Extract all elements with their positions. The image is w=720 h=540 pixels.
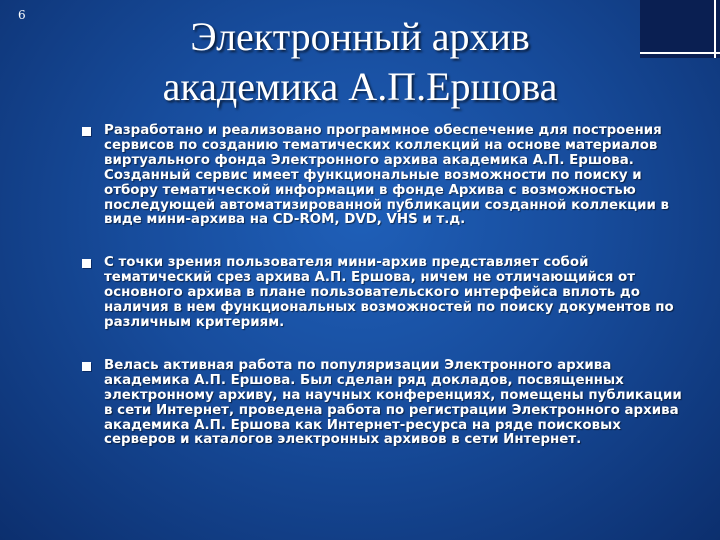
- bullet-item: [82, 124, 682, 228]
- corner-decoration: [640, 0, 720, 58]
- square-bullet-icon: [82, 127, 91, 136]
- bullet-item: [82, 256, 682, 331]
- bullet-text: Разработано и реализовано программное обеспечение для построения сервисов по созданию тематических коллекций на основе материалов виртуального фонда Электронного архива академика А.П. Ершова. Созданный сервис имеет функциональные возможности по поиску и отбору тематической информации в фонде Архива с возможностью последующей автоматизированной публикации созданной коллекции в виде мини-архива на CD-ROM, DVD, VHS и т.д.: [104, 123, 669, 228]
- slide-title-line-2: академика А.П.Ершова: [162, 64, 558, 109]
- corner-line-horizontal: [640, 52, 720, 54]
- slide-title: [100, 12, 620, 112]
- corner-line-vertical: [714, 0, 716, 58]
- bullet-list: [82, 124, 682, 448]
- slide-title-line-1: Электронный архив: [190, 14, 530, 59]
- square-bullet-icon: [82, 362, 91, 371]
- square-bullet-icon: [82, 259, 91, 268]
- bullet-text: С точки зрения пользователя мини-архив представляет собой тематический срез архива А.П. Ершова, ничем не отличающийся от основного архива в плане пользовательского интерфейса вплоть до наличия в нем функциональных возможностей по поиску документов по различным критериям.: [104, 255, 674, 330]
- slide-number: 6: [18, 8, 26, 22]
- bullet-item: [82, 359, 682, 448]
- bullet-text: Велась активная работа по популяризации Электронного архива академика А.П. Ершова. Был сделан ряд докладов, посвященных электронному архиву, на научных конференциях, помещены публикации в сети Интернет, проведена работа по регистрации Электронного архива академика А.П. Ершова как Интернет-ресурса на ряде поисковых серверов и каталогов электронных архивов в сети Интернет.: [104, 357, 682, 448]
